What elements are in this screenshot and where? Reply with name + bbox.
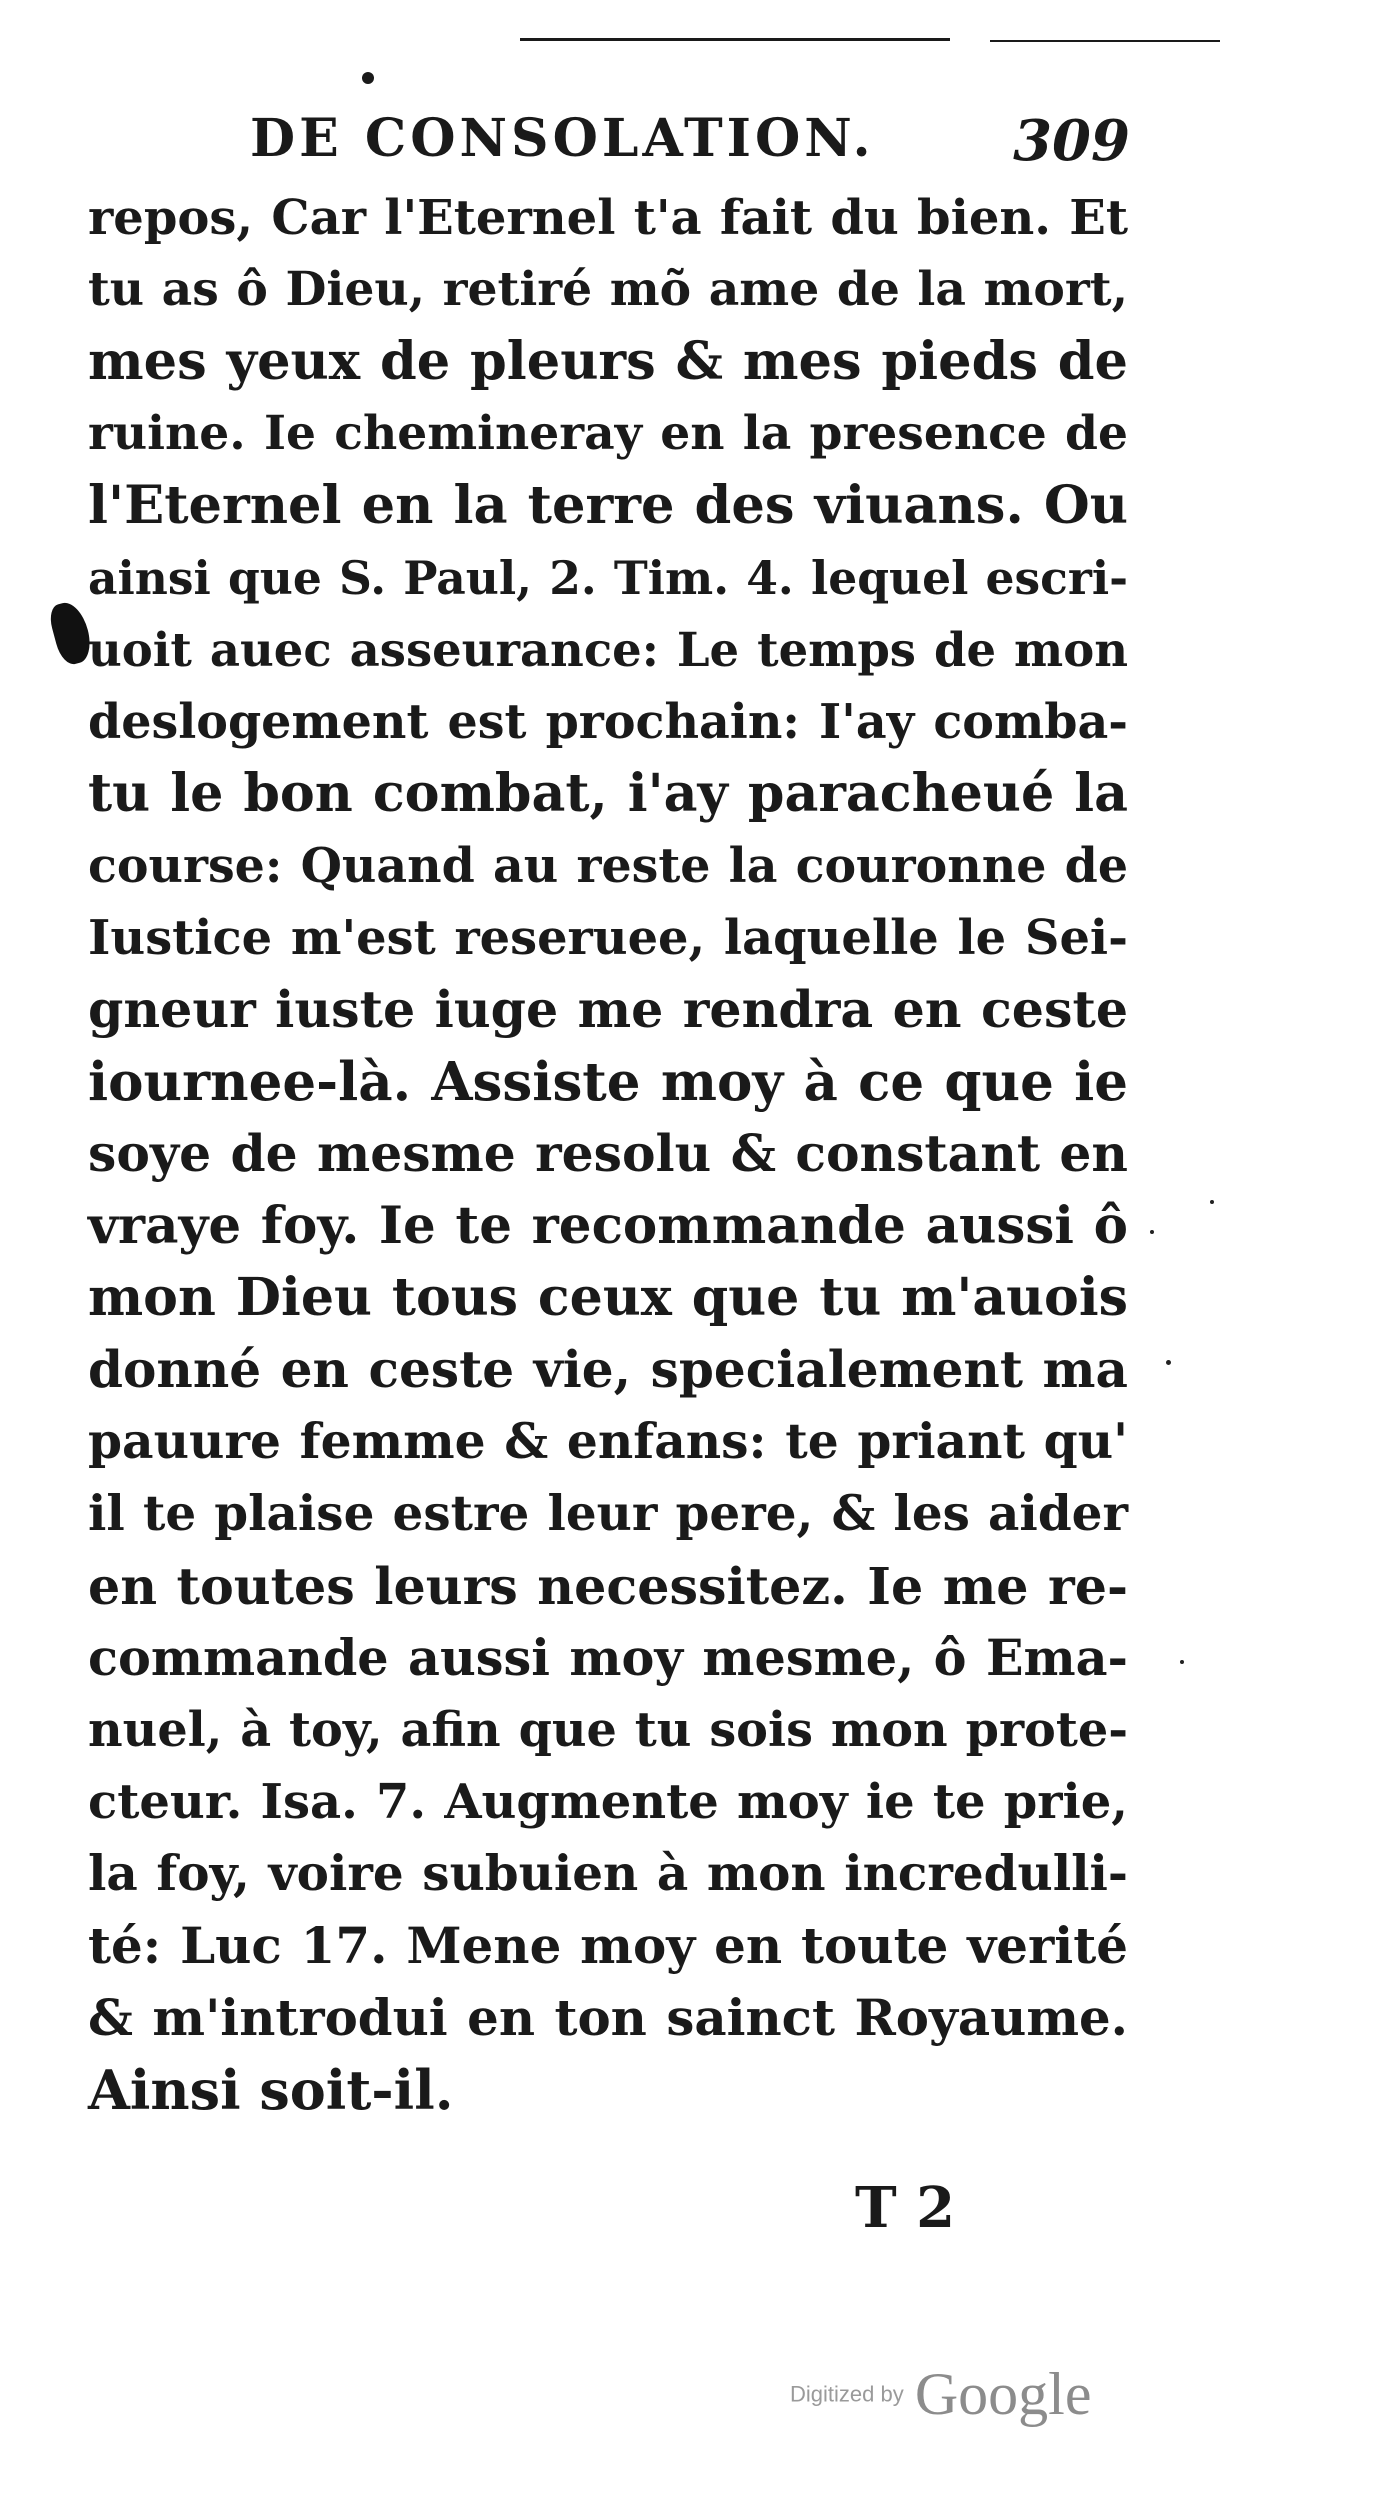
top-rule-left <box>520 38 950 41</box>
ink-speck <box>1150 1230 1154 1234</box>
text-line: deslogement est prochain: I'ay comba- <box>88 694 1128 750</box>
text-line: vraye foy. Ie te recommande aussi ô <box>88 1196 1128 1256</box>
top-rule-right <box>990 40 1220 42</box>
text-line: ainsi que S. Paul, 2. Tim. 4. lequel escri- <box>88 551 1128 605</box>
watermark-brand: Google <box>914 2361 1092 2427</box>
text-line: pauure femme & enfans: te priant qu' <box>88 1413 1128 1470</box>
digitized-watermark <box>790 2360 1091 2429</box>
text-line: repos, Car l'Eternel t'a fait du bien. Et <box>88 190 1128 246</box>
text-line: tu le bon combat, i'ay paracheué la <box>88 763 1128 824</box>
text-line: gneur iuste iuge me rendra en ceste <box>88 980 1128 1039</box>
text-line: course: Quand au reste la couronne de <box>88 838 1128 894</box>
text-line: la foy, voire subuien à mon incredulli- <box>88 1846 1128 1902</box>
text-line: donné en ceste vie, specialement ma <box>88 1340 1128 1399</box>
text-line: té: Luc 17. Mene moy en toute verité <box>88 1916 1128 1975</box>
text-line: tu as ô Dieu, retiré mõ ame de la mort, <box>88 262 1128 317</box>
watermark-prefix: Digitized by <box>790 2381 904 2407</box>
text-line: Iustice m'est reseruee, laquelle le Sei- <box>88 910 1128 966</box>
text-line: soye de mesme resolu & constant en <box>88 1124 1128 1183</box>
text-line: & m'introdui en ton sainct Royaume. <box>88 1988 1128 2047</box>
text-line: en toutes leurs necessitez. Ie me re- <box>88 1556 1128 1616</box>
ink-speck <box>1166 1360 1171 1365</box>
body-text <box>88 182 1128 2126</box>
ink-speck <box>1210 1200 1214 1204</box>
text-line: mon Dieu tous ceux que tu m'auois <box>88 1267 1128 1328</box>
text-line: commande aussi moy mesme, ô Ema- <box>88 1629 1128 1687</box>
running-head <box>250 108 1130 178</box>
signature-mark: T 2 <box>855 2175 956 2241</box>
page-number: 309 <box>1013 108 1130 174</box>
text-line: mes yeux de pleurs & mes pieds de <box>88 331 1128 392</box>
text-line: il te plaise estre leur pere, & les aider <box>88 1486 1128 1542</box>
ink-dot <box>362 72 374 84</box>
text-line: ruine. Ie chemineray en la presence de <box>88 406 1128 461</box>
text-line: cteur. Isa. 7. Augmente moy ie te prie, <box>88 1774 1128 1830</box>
text-line: iournee-là. Assiste moy à ce que ie <box>88 1050 1128 1113</box>
ink-speck <box>1180 1660 1184 1664</box>
text-line: nuel, à toy, afin que tu sois mon prote- <box>88 1702 1128 1758</box>
text-line: Ainsi soit-il. <box>88 2058 454 2122</box>
text-line: l'Eternel en la terre des viuans. Ou <box>88 475 1128 536</box>
text-line: uoit auec asseurance: Le temps de mon <box>88 622 1128 677</box>
running-title: DE CONSOLATION. <box>250 108 875 169</box>
